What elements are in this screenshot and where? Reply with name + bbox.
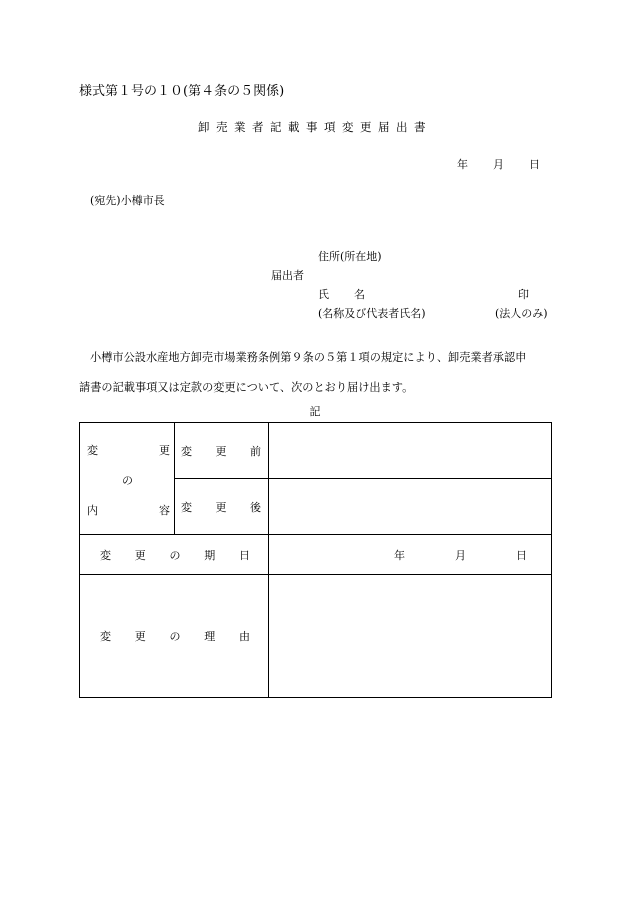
table-row <box>80 535 552 575</box>
reason-label-char: 変 <box>100 630 111 643</box>
notifier-label: 届出者 <box>271 269 304 282</box>
before-label-char: 前 <box>250 444 261 458</box>
body-text <box>79 343 555 403</box>
reason-label-char: の <box>169 630 181 643</box>
corp-note: (法人のみ) <box>495 307 548 320</box>
after-label-cell <box>175 479 269 535</box>
period-label-char: の <box>169 548 181 562</box>
name-label-mei: 名 <box>354 288 365 301</box>
period-label-cell <box>80 535 269 575</box>
before-value-cell[interactable] <box>269 423 552 479</box>
body-line-1: 小樽市公設水産地方卸売市場業務条例第９条の５第１項の規定により、卸売業者承認申 <box>90 351 527 364</box>
date-year-label: 年 <box>457 158 468 171</box>
period-label-char: 更 <box>134 548 146 562</box>
content-label-nai: 内 <box>87 504 98 517</box>
content-label-kou: 更 <box>159 444 170 457</box>
seal-label: 印 <box>518 288 529 301</box>
date-day-label: 日 <box>529 158 540 171</box>
form-number: 様式第１号の１０(第４条の５関係) <box>79 84 285 99</box>
reason-value-cell[interactable] <box>269 575 552 698</box>
body-line-2: 請書の記載事項又は定款の変更について、次のとおり届け出ます。 <box>79 381 414 394</box>
period-label-char: 日 <box>239 548 250 562</box>
content-label-no: の <box>122 474 133 487</box>
table-row <box>80 575 552 698</box>
before-label-char: 変 <box>181 444 192 458</box>
before-label-char: 更 <box>215 444 227 458</box>
period-label-char: 変 <box>100 548 111 562</box>
reason-label-char: 更 <box>134 630 146 643</box>
period-label-char: 期 <box>204 548 216 562</box>
reason-label-char: 理 <box>204 630 216 643</box>
period-month-label: 月 <box>455 548 466 562</box>
corp-name-label: (名称及び代表者氏名) <box>318 307 426 320</box>
after-label-char: 後 <box>250 500 261 514</box>
ki-label: 記 <box>309 405 321 418</box>
after-label-char: 変 <box>181 500 192 514</box>
period-year-label: 年 <box>394 548 405 562</box>
address-label: 住所(所在地) <box>318 250 382 263</box>
period-day-label: 日 <box>516 548 527 562</box>
date-month-label: 月 <box>493 158 504 171</box>
period-date-cell[interactable] <box>269 535 552 575</box>
addressee: (宛先)小樽市長 <box>90 194 165 207</box>
reason-label-cell <box>80 575 269 698</box>
after-value-cell[interactable] <box>269 479 552 535</box>
change-detail-table <box>79 422 552 698</box>
after-label-char: 更 <box>215 500 227 514</box>
change-content-label-cell <box>80 423 175 535</box>
before-label-cell <box>175 423 269 479</box>
document-title: 卸売業者記載事項変更届出書 <box>198 120 432 134</box>
content-label-hen: 変 <box>87 444 98 457</box>
content-label-you: 容 <box>159 504 170 517</box>
name-label-shi: 氏 <box>318 288 329 301</box>
table-row <box>80 423 552 479</box>
reason-label-char: 由 <box>239 630 250 643</box>
